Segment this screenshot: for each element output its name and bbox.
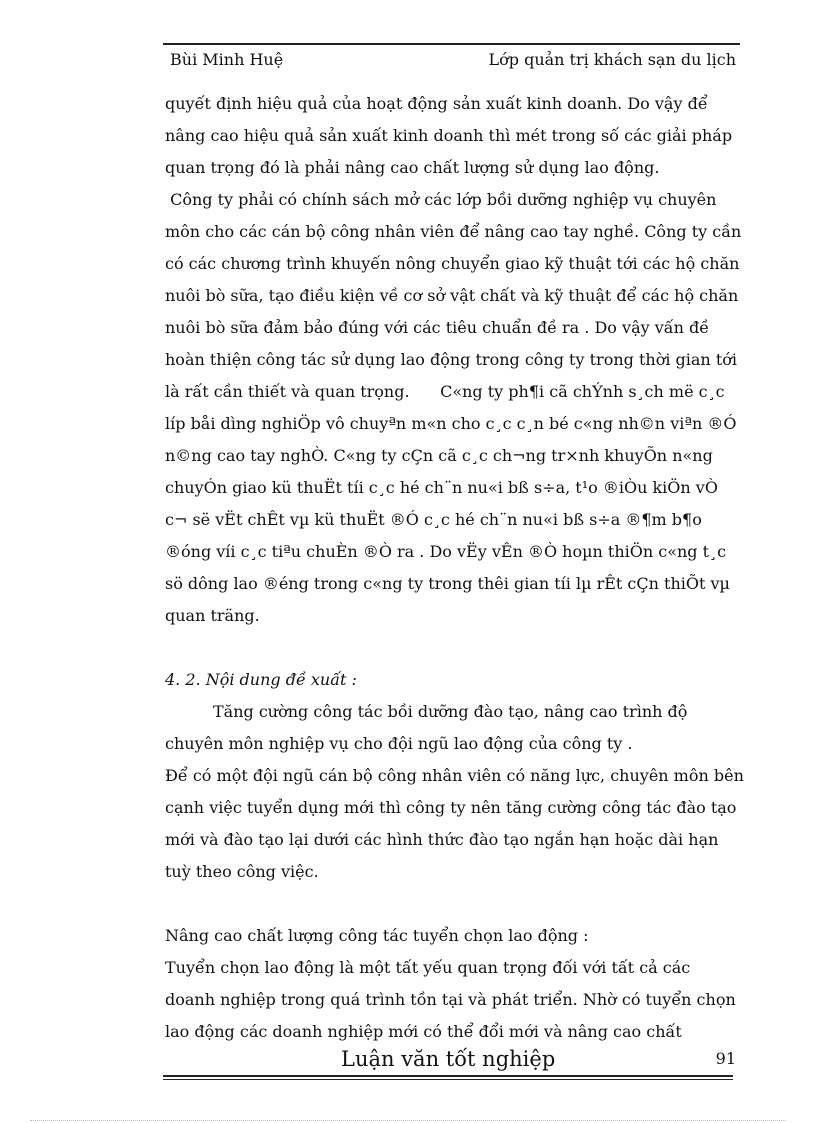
paragraph-gap <box>165 632 745 664</box>
paragraph-1: quyết định hiệu quả của hoạt động sản xuất kinh doanh. Do vậy để nâng cao hiệu quả sản xuất kinh doanh thì mét trong số các giải pháp quan trọng đó là phải nâng cao chất lượng sử dụng lao động. <box>165 94 738 177</box>
header-class-name: Lớp quản trị khách sạn du lịch <box>488 50 736 69</box>
paragraph-4: Để có một đội ngũ cán bộ công nhân viên có năng lực, chuyên môn bên cạnh việc tuyển dụng mới thì công ty nên tăng cường công tác đào tạo mới và đào tạo lại dưới các hình thức đào tạo ngắn hạn hoặc dài hạn tuỳ theo công việc. <box>165 766 749 881</box>
section-heading: 4. 2. Nội dung đề xuất : <box>165 670 357 689</box>
page-body <box>165 88 749 1048</box>
header-author: Bùi Minh Huệ <box>170 50 284 69</box>
paragraph-3: Tăng cường công tác bồi dưỡng đào tạo, nâng cao trình độ chuyên môn nghiệp vụ cho đội ngũ lao động của công ty . <box>165 702 693 753</box>
footer-title: Luận văn tốt nghiệp <box>341 1047 556 1071</box>
page-header <box>163 40 740 74</box>
header-rule <box>163 43 740 45</box>
page-footer <box>163 1045 740 1085</box>
footer-rule-thick <box>163 1075 733 1077</box>
footer-rule-thin <box>163 1079 733 1080</box>
paragraph-2: Công ty phải có chính sách mở các lớp bồi dưỡng nghiệp vụ chuyên môn cho các cán bộ công nhân viên để nâng cao tay nghề. Công ty cần có các chương trình khuyến nông chuyển giao kỹ thuật tới các hộ chăn nuôi bò sữa, tạo điều kiện về cơ sở vật chất và kỹ thuật để các hộ chăn nuôi bò sữa đảm bảo đúng với các tiêu chuẩn đề ra . Do vậy vấn đề hoàn thiện công tác sử dụng lao động trong công ty trong thời gian tới là rất cần thiết và quan trọng. C«ng ty ph¶i cã chÝnh s¸ch më c¸c líp båi dìng nghiÖp vô chuyªn m«n cho c¸c c¸n bé c«ng nh©n viªn ®Ó n©ng cao tay nghÒ. C«ng ty cÇn cã c¸c ch¬ng tr×nh khuyÕn n«ng chuyÓn giao kü thuËt tíi c¸c hé ch¨n nu«i bß s÷a, t¹o ®iÒu kiÖn vÒ c¬ së vËt chÊt vµ kü thuËt ®Ó c¸c hé ch¨n nu«i bß s÷a ®¶m b¶o ®óng víi c¸c tiªu chuÈn ®Ò ra . Do vËy vÊn ®Ò hoµn thiÖn c«ng t¸c sö dông lao ®éng trong c«ng ty trong thêi gian tíi lµ rÊt cÇn thiÕt vµ quan träng. <box>165 190 747 625</box>
paragraph-6: Tuyển chọn lao động là một tất yếu quan trọng đối với tất cả các doanh nghiệp trong quá trình tồn tại và phát triển. Nhờ có tuyển chọn lao động các doanh nghiệp mới có thể đổi mới và nâng cao chất <box>165 958 741 1041</box>
page-number: 91 <box>715 1049 736 1068</box>
paragraph-5: Nâng cao chất lượng công tác tuyển chọn lao động : <box>165 926 589 945</box>
page-edge-dotted-line <box>30 1120 786 1121</box>
paragraph-gap-2 <box>165 888 745 920</box>
